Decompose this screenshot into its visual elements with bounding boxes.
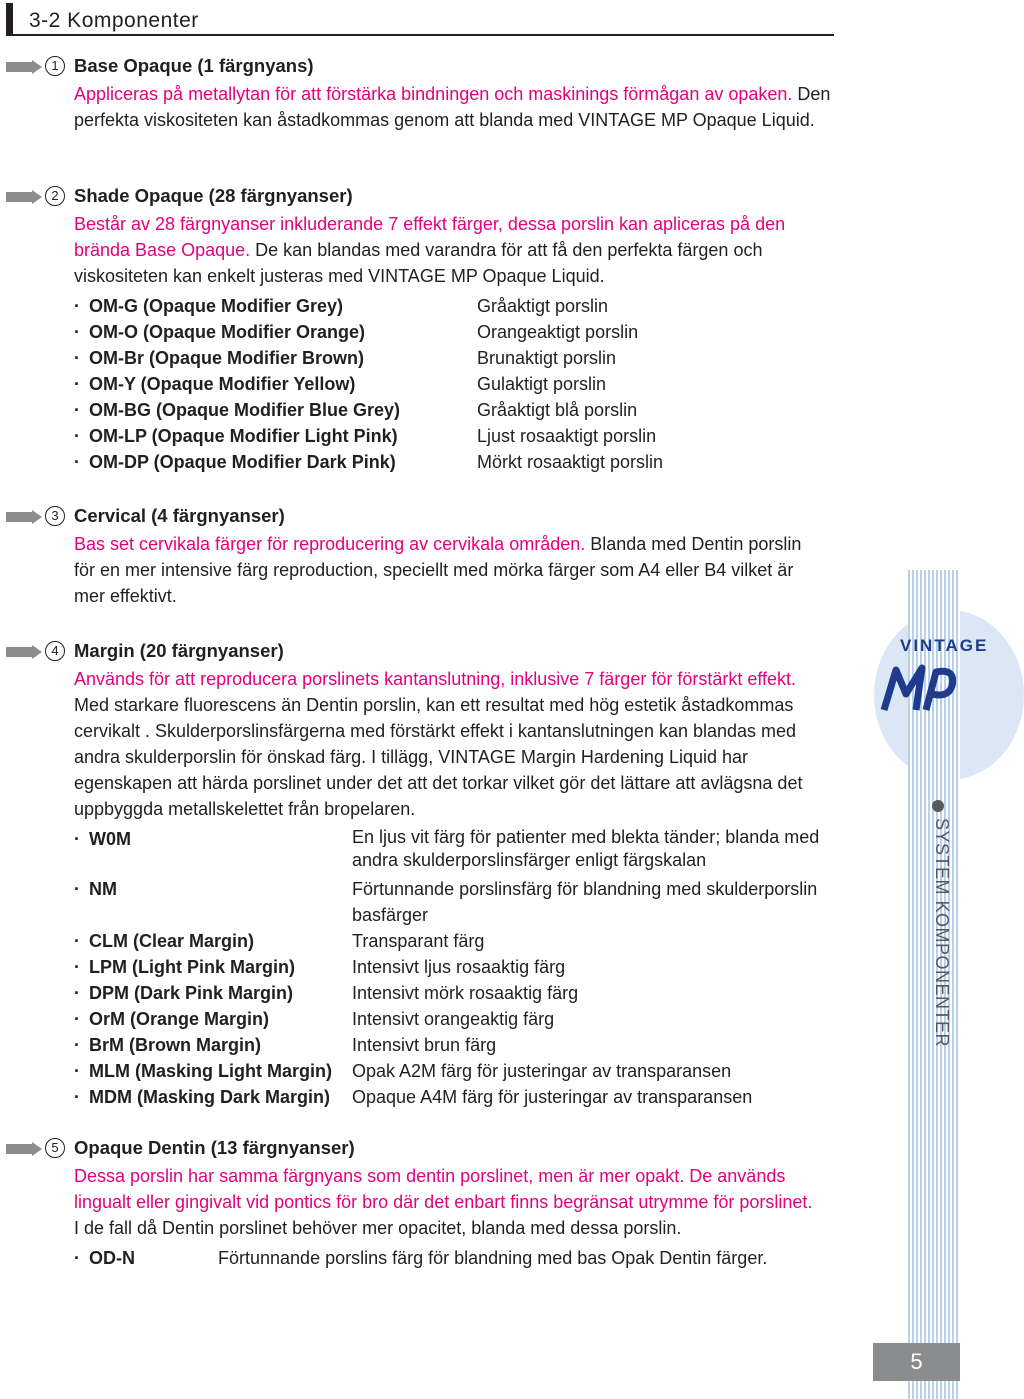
section-cervical xyxy=(0,505,850,609)
section-text: De kan blandas med varandra för att få den perfekta färgen och viskositeten kan enkelt justeras med VINTAGE MP Opaque Liquid. xyxy=(74,240,763,286)
item-desc: Mörkt rosaaktigt porslin xyxy=(477,452,664,472)
arrow-marker-icon xyxy=(6,190,42,204)
list-item: · LPM (Light Pink Margin) Intensivt ljus rosaaktig färg xyxy=(0,954,850,980)
item-desc: Opaque A4M färg för justeringar av transparansen xyxy=(352,1087,753,1107)
item-desc: Gråaktigt blå porslin xyxy=(477,400,638,420)
item-desc: Intensivt mörk rosaaktig färg xyxy=(352,983,579,1003)
item-desc: Intensivt orangeaktig färg xyxy=(352,1009,555,1029)
chapter-header xyxy=(6,3,834,36)
item-desc: Intensivt ljus rosaaktig färg xyxy=(352,957,566,977)
list-item: · OM-LP (Opaque Modifier Light Pink) Ljust rosaaktigt porslin xyxy=(0,423,850,449)
list-item: · OM-BG (Opaque Modifier Blue Grey) Gråaktigt blå porslin xyxy=(0,397,850,423)
section-title: Base Opaque (1 färgnyans) xyxy=(74,55,314,76)
page-number: 5 xyxy=(873,1343,960,1381)
item-desc: Förtunnande porslins färg för blandning med bas Opak Dentin färger. xyxy=(218,1248,768,1268)
section-title: Opaque Dentin (13 färgnyanser) xyxy=(74,1137,355,1158)
section-highlight: Bas set cervikala färger för reproducering av cervikala områden. xyxy=(74,534,586,554)
section-text: Med starkare fluorescens än Dentin porslin, kan ett resultat med hög estetik åstadkommas cervikalt . Skulderporslinsfärgerna med förstärkt effekt i kantanslutningen kan blandas med andra skulderporslin för önskad färg. I tillägg, VINTAGE Margin Hardening Liquid har egenskapen att härda porslinet under det att det torkar vilket gör det lättare att avlägsna det uppbyggda metallskelettet från bropelaren. xyxy=(74,695,803,819)
item-code: OM-LP (Opaque Modifier Light Pink) xyxy=(89,426,398,446)
list-item: · DPM (Dark Pink Margin) Intensivt mörk rosaaktig färg xyxy=(0,980,850,1006)
section-text: I de fall då Dentin porslinet behöver mer opacitet, blanda med dessa porslin. xyxy=(74,1218,682,1238)
section-title: Cervical (4 färgnyanser) xyxy=(74,505,285,526)
item-desc: Orangeaktigt porslin xyxy=(477,322,639,342)
item-desc: Gulaktigt porslin xyxy=(477,374,607,394)
item-code: DPM (Dark Pink Margin) xyxy=(89,983,294,1003)
item-desc: Transparant färg xyxy=(352,931,485,951)
item-desc: Gråaktigt porslin xyxy=(477,296,609,316)
item-code: OM-BG (Opaque Modifier Blue Grey) xyxy=(89,400,401,420)
arrow-marker-icon xyxy=(6,1142,42,1156)
item-code: W0M xyxy=(89,829,131,849)
item-code: LPM (Light Pink Margin) xyxy=(89,957,295,977)
item-code: OM-Y (Opaque Modifier Yellow) xyxy=(89,374,356,394)
item-desc: Opak A2M färg för justeringar av transparansen xyxy=(352,1061,732,1081)
arrow-marker-icon xyxy=(6,510,42,524)
arrow-marker-icon xyxy=(6,60,42,74)
item-code: MDM (Masking Dark Margin) xyxy=(89,1087,331,1107)
item-desc: Intensivt brun färg xyxy=(352,1035,497,1055)
section-text: Den perfekta viskositeten kan åstadkommas genom att blanda med VINTAGE MP Opaque Liquid. xyxy=(74,84,831,130)
item-code: NM xyxy=(89,879,117,899)
section-base-opaque xyxy=(0,55,850,133)
list-item: · NM Förtunnande porslinsfärg för blandning med skulderporslin basfärger xyxy=(0,876,850,928)
item-code: BrM (Brown Margin) xyxy=(89,1035,261,1055)
section-number: 4 xyxy=(45,641,65,661)
margin-list xyxy=(0,826,850,1110)
side-dot-icon xyxy=(932,800,944,812)
section-highlight: Appliceras på metallytan för att förstärka bindningen och maskinings förmågan av opaken. xyxy=(74,84,793,104)
item-code: OrM (Orange Margin) xyxy=(89,1009,270,1029)
item-desc: Ljust rosaaktigt porslin xyxy=(477,426,657,446)
section-opaque-dentin xyxy=(0,1137,850,1271)
item-desc: Brunaktigt porslin xyxy=(477,348,617,368)
list-item: · OM-Br (Opaque Modifier Brown) Brunaktigt porslin xyxy=(0,345,850,371)
item-desc: Förtunnande porslinsfärg för blandning med skulderporslin basfärger xyxy=(352,879,818,925)
dentin-list xyxy=(0,1245,850,1271)
section-highlight: Består av 28 färgnyanser inkluderande 7 effekt färger, dessa porslin kan apliceras på den brända Base Opaque. xyxy=(74,214,786,260)
list-item: · CLM (Clear Margin) Transparant färg xyxy=(0,928,850,954)
section-title: Margin (20 färgnyanser) xyxy=(74,640,284,661)
chapter-title: 3-2 Komponenter xyxy=(29,9,199,32)
section-number: 2 xyxy=(45,186,65,206)
section-margin xyxy=(0,640,850,1110)
arrow-marker-icon xyxy=(6,645,42,659)
list-item: · OM-DP (Opaque Modifier Dark Pink) Mörkt rosaaktigt porslin xyxy=(0,449,850,475)
list-item: · OM-O (Opaque Modifier Orange) Orangeaktigt porslin xyxy=(0,319,850,345)
list-item: · W0M En ljus vit färg för patienter med blekta tänder; blanda med andra skulderporslinsfärger enligt färgskalan xyxy=(0,826,850,872)
item-code: MLM (Masking Light Margin) xyxy=(89,1061,332,1081)
shade-list xyxy=(0,293,850,475)
section-text: Blanda med Dentin porslin för en mer intensive färg reproduction, speciellt med mörka färger som A4 eller B4 vilket är mer effektivt. xyxy=(74,534,802,606)
section-shade-opaque xyxy=(0,185,850,475)
item-code: OD-N xyxy=(89,1248,135,1268)
list-item: · MLM (Masking Light Margin) Opak A2M färg för justeringar av transparansen xyxy=(0,1058,850,1084)
section-highlight: Dessa porslin har samma färgnyans som dentin porslinet, men är mer opakt. De används lingualt eller gingivalt vid pontics för bro där det enbart finns begränsat utrymme för porslinet. xyxy=(74,1166,813,1212)
section-number: 5 xyxy=(45,1138,65,1158)
section-number: 1 xyxy=(45,56,65,76)
section-number: 3 xyxy=(45,506,65,526)
item-code: OM-O (Opaque Modifier Orange) xyxy=(89,322,366,342)
logo-vintage-text: VINTAGE xyxy=(900,636,989,655)
list-item: · OrM (Orange Margin) Intensivt orangeaktig färg xyxy=(0,1006,850,1032)
side-label: SYSTEM KOMPONENTER xyxy=(932,818,952,1048)
list-item: · OD-N Förtunnande porslins färg för blandning med bas Opak Dentin färger. xyxy=(0,1245,850,1271)
section-highlight: Används för att reproducera porslinets kantanslutning, inklusive 7 färger för förstärkt effekt. xyxy=(74,669,797,689)
item-code: OM-G (Opaque Modifier Grey) xyxy=(89,296,344,316)
item-code: OM-Br (Opaque Modifier Brown) xyxy=(89,348,364,368)
item-desc: En ljus vit färg för patienter med blekta tänder; blanda med andra skulderporslinsfärger enligt färgskalan xyxy=(352,827,820,870)
mp-logo-icon xyxy=(880,660,960,715)
section-title: Shade Opaque (28 färgnyanser) xyxy=(74,185,353,206)
list-item: · OM-G (Opaque Modifier Grey) Gråaktigt porslin xyxy=(0,293,850,319)
item-code: CLM (Clear Margin) xyxy=(89,931,255,951)
list-item: · MDM (Masking Dark Margin) Opaque A4M färg för justeringar av transparansen xyxy=(0,1084,850,1110)
list-item: · BrM (Brown Margin) Intensivt brun färg xyxy=(0,1032,850,1058)
item-code: OM-DP (Opaque Modifier Dark Pink) xyxy=(89,452,396,472)
list-item: · OM-Y (Opaque Modifier Yellow) Gulaktigt porslin xyxy=(0,371,850,397)
